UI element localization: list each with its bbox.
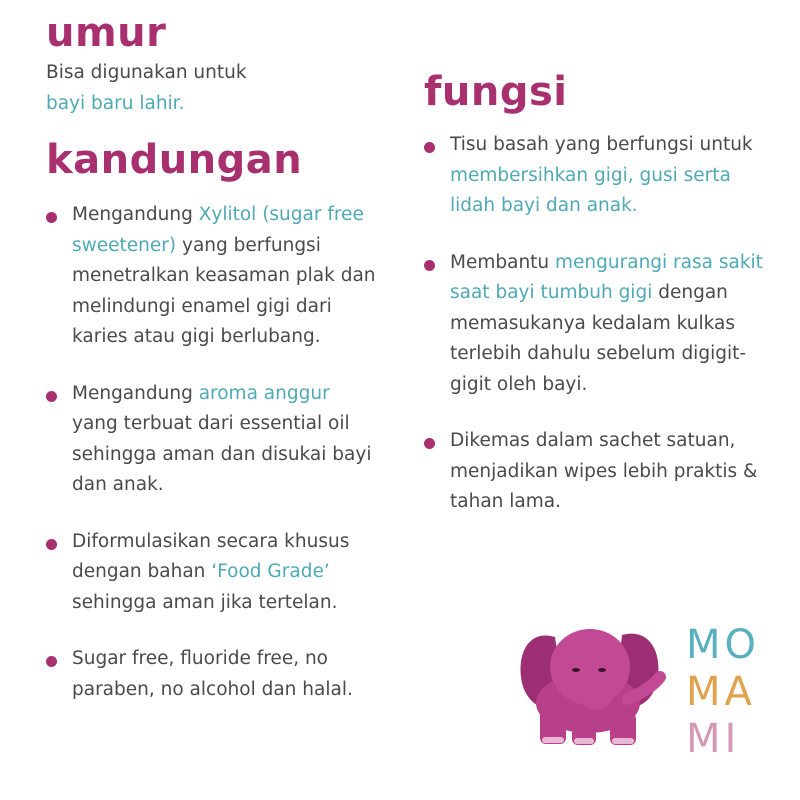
list-item: Dikemas dalam sachet satuan, menjadikan wipes lebih praktis & tahan lama.: [424, 426, 769, 518]
momami-logo: [686, 622, 760, 763]
logo-line-2: MA: [686, 669, 756, 715]
umur-line-2: bayi baru lahir.: [46, 92, 185, 114]
list-item: Mengandung Xylitol (sugar free sweetener) yang berfungsi menetralkan keasaman plak dan melindungi enamel gigi dari karies atau gigi berlubang.: [46, 200, 376, 353]
list-item: Membantu mengurangi rasa sakit saat bayi tumbuh gigi dengan memasukanya kedalam kulkas terlebih dahulu sebelum digigit-gigit oleh bayi.: [424, 248, 769, 401]
logo-line-3: MI: [686, 716, 741, 762]
list-item: Diformulasikan secara khusus dengan bahan ‘Food Grade’ sehingga aman jika tertelan.: [46, 527, 376, 619]
list-item: Mengandung aroma anggur yang terbuat dari essential oil sehingga aman dan disukai bayi dan anak.: [46, 379, 376, 501]
kandungan-title: kandungan: [46, 137, 303, 183]
kandungan-list: [46, 200, 376, 705]
list-item: Sugar free, fluoride free, no paraben, no alcohol dan halal.: [46, 644, 376, 705]
elephant-mascot-icon: [510, 615, 670, 750]
umur-line-1: Bisa digunakan untuk: [46, 62, 247, 83]
umur-title: umur: [46, 10, 167, 56]
list-item: Tisu basah yang berfungsi untuk membersihkan gigi, gusi serta lidah bayi dan anak.: [424, 130, 769, 222]
logo-line-1: MO: [686, 622, 760, 668]
fungsi-list: [424, 130, 769, 518]
fungsi-title: fungsi: [424, 69, 568, 115]
umur-text: [46, 58, 247, 119]
